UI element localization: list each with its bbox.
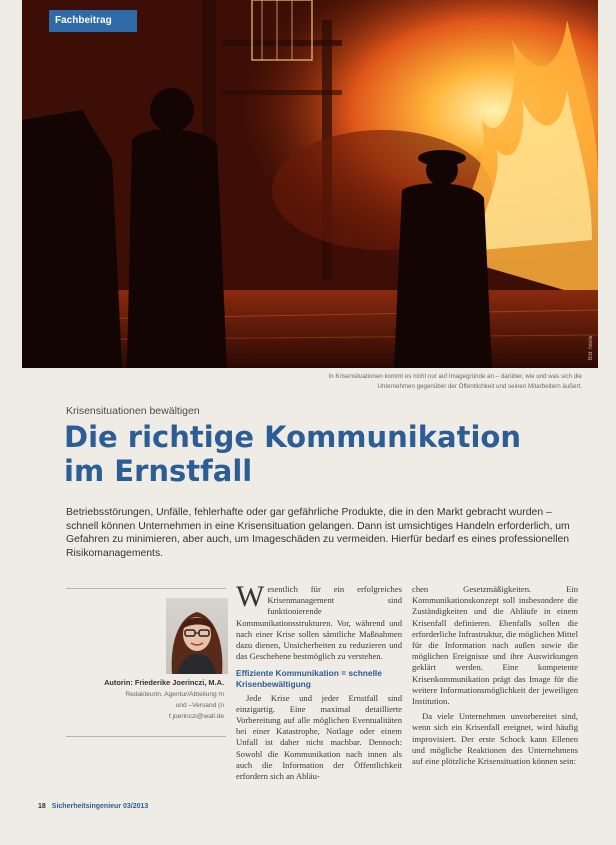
hero-photo-firefighters bbox=[22, 0, 598, 368]
caption-line-1: In Krisensituationen kommt es nicht nur auf Imagegründe an – darüber, wie und was sich die bbox=[328, 373, 582, 380]
article-kicker: Krisensituationen bewältigen bbox=[66, 405, 200, 417]
caption-line-2: Unternehmen gegenüber der Öffentlichkeit und seinen Mitarbeitern äußert. bbox=[377, 383, 582, 390]
page-footer bbox=[38, 803, 148, 810]
headline-line-1: Die richtige Kommunikation bbox=[64, 420, 521, 454]
body-column-1 bbox=[236, 580, 402, 782]
author-portrait-icon bbox=[166, 598, 228, 674]
author-box bbox=[66, 598, 224, 748]
body-paragraph-3: chen Gesetzmäßigkeiten. Ein Kommunikationskonzept soll insbesondere die Zuständigkeiten und die Abläufe in einem Krisenfall definieren. Ebenfalls sollen die erforderliche Infrastruktur, die möglichen Mittel für die Information nach außen sowie die möglichen Ereignisse und ihre Auswirkungen geklärt werden. Eine kompetente Krisenkommunikation prägt das Image für die weitere Informationsmöglichkeit der jeweiligen Institution. bbox=[412, 584, 578, 707]
body-column-2 bbox=[412, 584, 578, 767]
section-tag: Fachbeitrag bbox=[49, 10, 137, 32]
body-subheading: Effiziente Kommunikation = schnelle Krisenbewältigung bbox=[236, 668, 382, 690]
body-paragraph-1 bbox=[236, 580, 402, 662]
author-role-1: Redakteurin, Agentur/Abteilung m bbox=[125, 691, 224, 698]
fire-scene-illustration bbox=[22, 0, 598, 368]
author-photo bbox=[166, 598, 228, 674]
photo-caption bbox=[230, 372, 582, 392]
body-paragraph-1-text: esentlich für ein erfolgreiches Krisenmanagement sind funktionierende Kommunikationsstrukturen. Vor, während und nach einer Krise sollen sämtliche Maßnahmen dazu dienen, Unsicherheiten zu reduzieren und das Geschehene bestmöglich zu verstehen. bbox=[236, 584, 402, 662]
body-paragraph-2: Jede Krise und jeder Ernstfall sind einzigartig. Eine maximal detaillierte Vorbereitung auf alle möglichen Eventualitäten bei einer Katastrophe, Notlage oder einem Unfall ist daher nicht machbar. Dennoch: Sowohl die Kommunikation nach innen als auch die Information der Öffentlichkeit erfordern sich an Abläu- bbox=[236, 692, 402, 782]
author-role-2: und –Versand (n bbox=[175, 702, 224, 709]
author-email: f.joerinczi@wall.de bbox=[168, 713, 224, 720]
photo-credit: Bild: fotolia bbox=[588, 335, 594, 360]
author-bottom-rule bbox=[66, 736, 226, 737]
body-paragraph-4: Da viele Unternehmen unvorbereitet sind, wenn sich ein Krisenfall ereignet, wird häufig improvisiert. Der erste Schock kann Ellenen und mögliche Reaktionen des Unternehmens auf eine plötzliche Krisensituation können sein: bbox=[412, 711, 578, 767]
drop-cap: W bbox=[236, 580, 265, 613]
author-top-rule bbox=[66, 588, 226, 589]
article-headline bbox=[64, 420, 584, 488]
magazine-name: Sicherheitsingenieur 03/2013 bbox=[51, 803, 149, 810]
page-number: 18 bbox=[38, 803, 46, 810]
headline-line-2: im Ernstfall bbox=[64, 454, 253, 488]
author-name: Autorin: Friederike Joerinczi, M.A. bbox=[104, 678, 224, 687]
article-lead: Betriebsstörungen, Unfälle, fehlerhafte oder gar gefährliche Produkte, die in den Markt gebracht wurden – schnell können Unternehmen in eine Krisensituation gelangen. Dann ist umsichtiges Handeln erforderlich, um Gefahren zu minimieren, aber auch, um Imageschäden zu vermeiden. Hierfür bedarf es eines professionellen Risikomanagements. bbox=[66, 507, 570, 559]
